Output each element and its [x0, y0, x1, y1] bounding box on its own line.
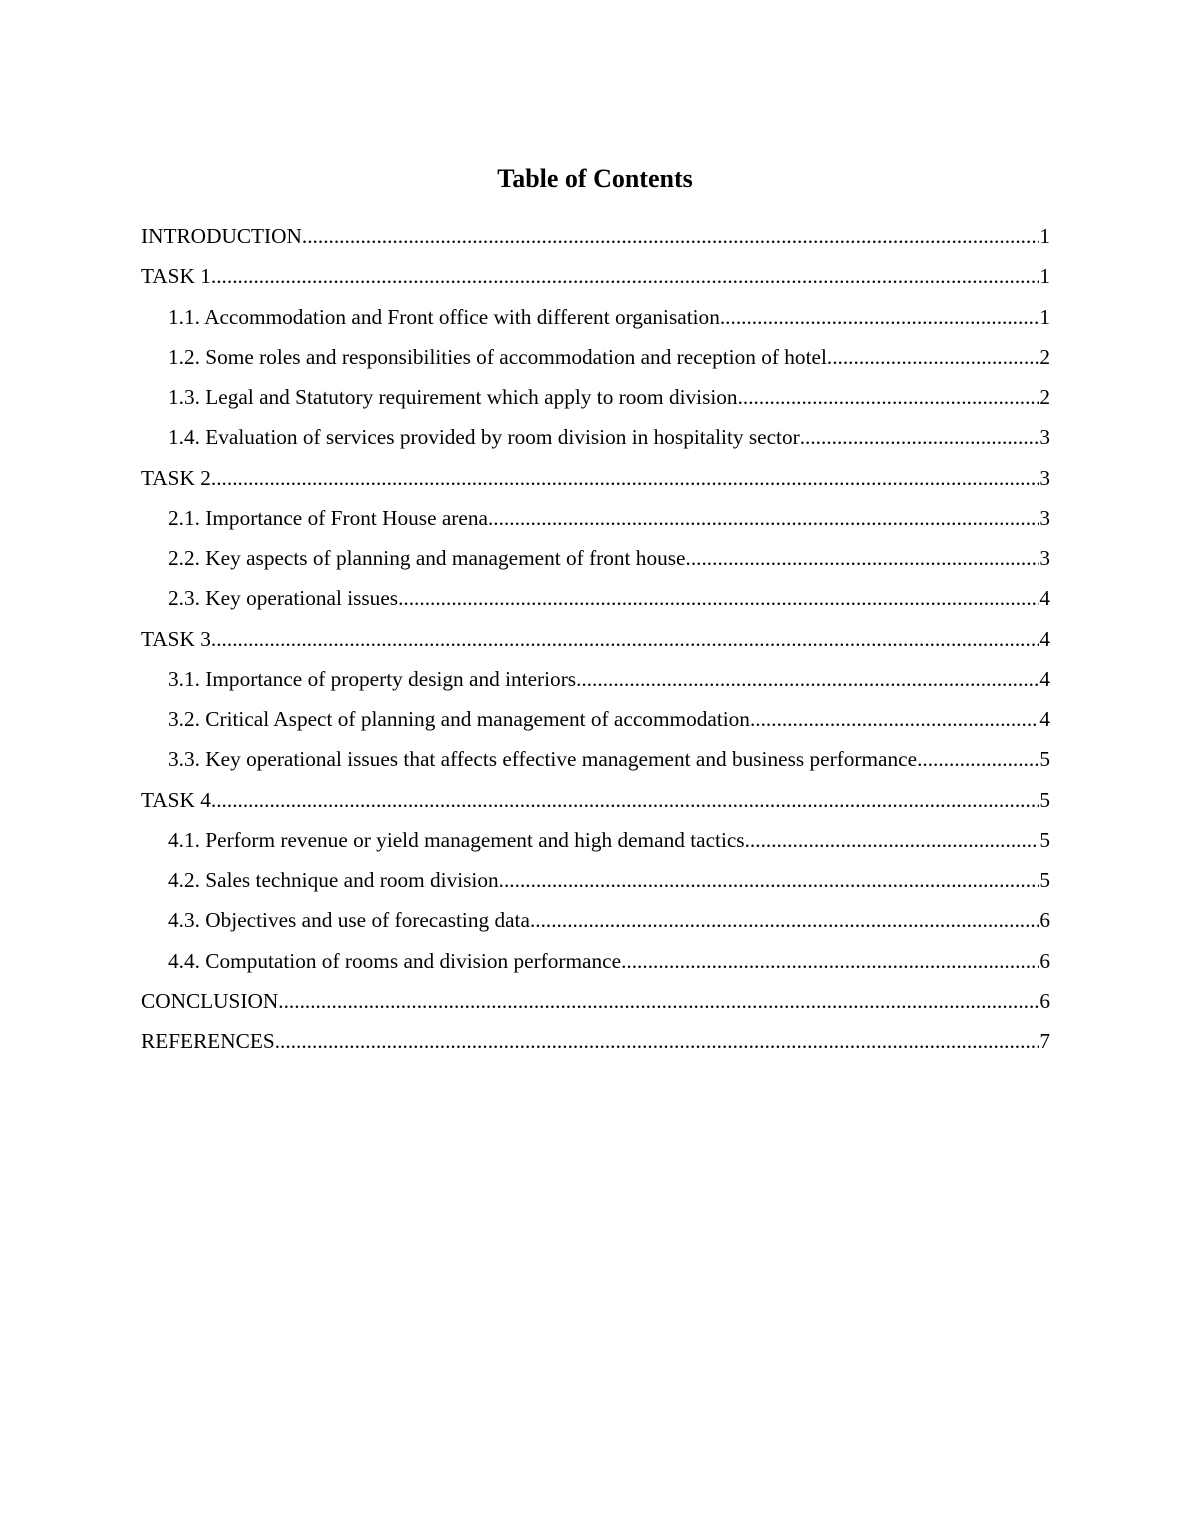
- toc-leader-dots: [745, 823, 1040, 857]
- toc-entry-text: TASK 1: [141, 264, 211, 289]
- toc-entry-text: REFERENCES: [141, 1029, 275, 1053]
- toc-leader-dots: [488, 501, 1039, 535]
- toc-entry-1-2[interactable]: [141, 340, 1050, 380]
- toc-entry-text: TASK 3: [141, 626, 211, 651]
- toc-leader-dots: [750, 702, 1039, 736]
- toc-entry-2-3[interactable]: [141, 581, 1050, 621]
- toc-entry-text: 3.2. Critical Aspect of planning and management of accommodation: [168, 707, 750, 731]
- toc-page-number: 5: [1039, 827, 1050, 852]
- toc-leader-dots: [499, 863, 1040, 897]
- toc-entry-4-1[interactable]: [141, 823, 1050, 863]
- toc-leader-dots: [275, 1024, 1040, 1058]
- toc-entry-text: TASK 4: [141, 787, 211, 812]
- toc-entry-1-1[interactable]: [141, 300, 1050, 340]
- toc-entry-text: 2.3. Key operational issues: [168, 586, 399, 611]
- page-title: Table of Contents: [497, 164, 693, 193]
- toc-entry-4-4[interactable]: [141, 944, 1050, 984]
- toc-entry-text: 1.3. Legal and Statutory requirement which apply to room division: [168, 385, 738, 409]
- toc-page-number: 5: [1039, 747, 1050, 772]
- toc-entry-4-2[interactable]: [141, 863, 1050, 903]
- toc-entry-text: 4.1. Perform revenue or yield management and high demand tactics: [168, 827, 745, 852]
- toc-entry-4-3[interactable]: [141, 903, 1050, 943]
- toc-entry-1-4[interactable]: [141, 420, 1050, 460]
- toc-entry-2-2[interactable]: [141, 541, 1050, 581]
- toc-entry-text: 4.2. Sales technique and room division: [168, 868, 499, 892]
- toc-leader-dots: [576, 662, 1039, 696]
- toc-leader-dots: [720, 300, 1040, 334]
- toc-leader-dots: [530, 903, 1039, 937]
- toc-page-number: 6: [1039, 988, 1050, 1013]
- toc-entry-task-2[interactable]: [141, 461, 1050, 501]
- toc-entry-conclusion[interactable]: [141, 984, 1050, 1024]
- toc-page-number: 3: [1039, 465, 1050, 490]
- toc-page-number: 2: [1039, 385, 1050, 409]
- toc-leader-dots: [211, 461, 1039, 495]
- toc-page-number: 5: [1039, 868, 1050, 892]
- toc-leader-dots: [211, 783, 1039, 817]
- toc-page-number: 5: [1039, 787, 1050, 812]
- toc-leader-dots: [686, 541, 1040, 575]
- toc-page-number: 1: [1039, 264, 1050, 289]
- toc-entry-text: 4.3. Objectives and use of forecasting data: [168, 908, 530, 933]
- toc-entry-text: 3.3. Key operational issues that affects effective management and business performance: [168, 747, 918, 772]
- toc-entry-3-1[interactable]: [141, 662, 1050, 702]
- toc-leader-dots: [211, 259, 1039, 293]
- toc-entry-task-1[interactable]: [141, 259, 1050, 299]
- toc-leader-dots: [621, 944, 1039, 978]
- toc-leader-dots: [398, 581, 1039, 615]
- toc-leader-dots: [302, 219, 1039, 253]
- toc-leader-dots: [211, 622, 1039, 656]
- toc-entry-3-2[interactable]: [141, 702, 1050, 742]
- toc-page-number: 2: [1039, 344, 1050, 369]
- toc-entry-text: 1.2. Some roles and responsibilities of accommodation and reception of hotel: [168, 344, 827, 369]
- toc-entry-text: CONCLUSION: [141, 988, 279, 1013]
- toc-leader-dots: [827, 340, 1039, 374]
- toc-page-number: 6: [1039, 948, 1050, 973]
- toc-page-number: 3: [1039, 546, 1050, 570]
- toc-page-number: 4: [1039, 707, 1050, 731]
- toc-entry-3-3[interactable]: [141, 742, 1050, 782]
- toc-entry-text: 2.2. Key aspects of planning and management of front house: [168, 546, 686, 570]
- toc-entry-introduction[interactable]: [141, 219, 1050, 259]
- toc-page-number: 1: [1039, 224, 1050, 248]
- toc-page-number: 3: [1039, 505, 1050, 530]
- toc-entry-task-4[interactable]: [141, 783, 1050, 823]
- toc-entry-text: 1.1. Accommodation and Front office with different organisation: [168, 304, 720, 329]
- toc-entry-2-1[interactable]: [141, 501, 1050, 541]
- toc-entry-text: 1.4. Evaluation of services provided by room division in hospitality sector: [168, 425, 800, 450]
- toc-leader-dots: [800, 420, 1040, 454]
- toc-leader-dots: [917, 742, 1039, 776]
- toc-page-number: 7: [1039, 1029, 1050, 1053]
- toc-entry-task-3[interactable]: [141, 622, 1050, 662]
- toc-page-number: 6: [1039, 908, 1050, 933]
- toc-list: [141, 219, 1050, 1064]
- toc-leader-dots: [738, 380, 1040, 414]
- toc-entry-text: 3.1. Importance of property design and interiors: [168, 666, 577, 691]
- toc-entry-references[interactable]: [141, 1024, 1050, 1064]
- toc-leader-dots: [278, 984, 1039, 1018]
- toc-page-number: 4: [1039, 666, 1050, 691]
- toc-page-number: 4: [1039, 626, 1050, 651]
- toc-entry-text: 4.4. Computation of rooms and division performance: [168, 948, 622, 973]
- toc-entry-text: 2.1. Importance of Front House arena: [168, 505, 488, 530]
- toc-entry-1-3[interactable]: [141, 380, 1050, 420]
- toc-page-number: 4: [1039, 586, 1050, 611]
- toc-page-number: 3: [1039, 425, 1050, 450]
- toc-entry-text: INTRODUCTION: [141, 224, 302, 248]
- toc-page-number: 1: [1039, 304, 1050, 329]
- toc-entry-text: TASK 2: [141, 465, 211, 490]
